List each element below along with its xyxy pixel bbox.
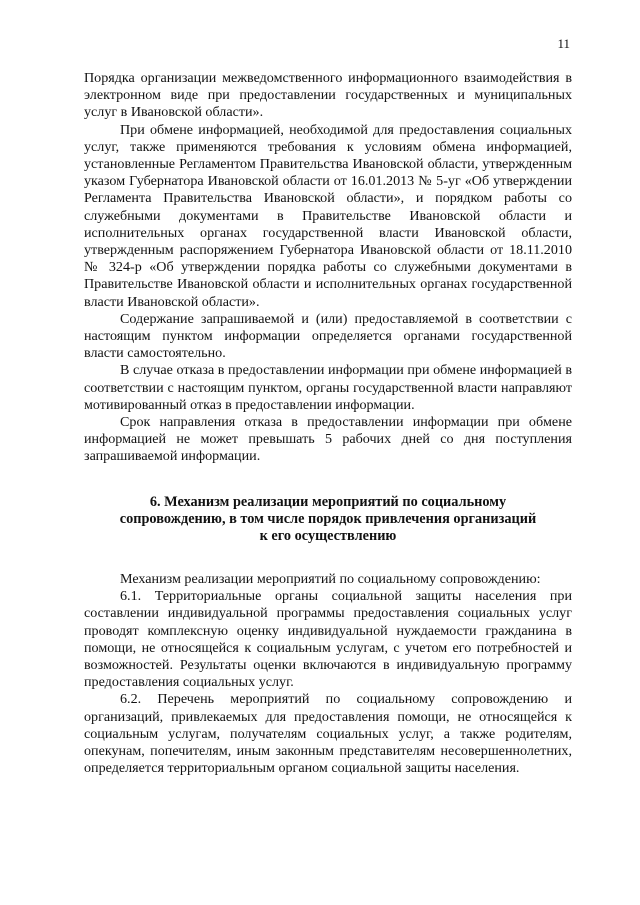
paragraph-information-exchange: При обмене информацией, необходимой для предоставления социальных услуг, также применяются требования к условиям обмена информацией, установленные Регламентом Правительства Ивановской области, утвержденным указом Губернатора Ивановской области от 16.01.2013 № 5-уг «Об утверждении Регламента Правительства Ивановской области», и порядком работы со служебными документами в Правительстве Ивановской области и исполнительных органах государственной власти Ивановской области, утвержденным распоряжением Губернатора Ивановской области от 18.11.2010 № 324-р «Об утверждении порядка работы со служебными документами в Правительстве Ивановской области и исполнительных органах государственной власти Ивановской области».	[84, 121, 572, 310]
paragraph-refusal-deadline: Срок направления отказа в предоставлении информации при обмене информацией не может превышать 5 рабочих дней со дня поступления запрашиваемой информации.	[84, 414, 572, 465]
paragraph-mechanism-intro: Механизм реализации мероприятий по социальному сопровождению:	[120, 570, 541, 587]
section-heading-line: сопровождению, в том числе порядок привлечения организаций	[119, 511, 537, 528]
section-heading-line: к его осуществлению	[259, 528, 397, 545]
paragraph-information-content: Содержание запрашиваемой и (или) предоставляемой в соответствии с настоящим пунктом информации определяется органами государственной власти самостоятельно.	[84, 310, 572, 362]
paragraph-refusal: В случае отказа в предоставлении информации при обмене информацией в соответствии с настоящим пунктом, органы государственной власти направляют мотивированный отказ в предоставлении информации.	[84, 362, 572, 413]
paragraph-continuation: Порядка организации межведомственного информационного взаимодействия в электронном виде при предоставлении государственных и муниципальных услуг в Ивановской области».	[84, 70, 572, 121]
paragraph-item-6-1: 6.1. Территориальные органы социальной защиты населения при составлении индивидуальной программы предоставления социальных услуг проводят комплексную оценку индивидуальной нуждаемости гражданина в помощи, не относящейся к социальным услугам, с учетом его потребностей и возможностей. Результаты оценки включаются в индивидуальную программу предоставления социальных услуг.	[84, 588, 572, 691]
page-number: 11	[557, 36, 570, 51]
document-body	[84, 70, 572, 777]
section-heading-line: 6. Механизм реализации мероприятий по социальному	[149, 493, 507, 510]
paragraph-item-6-2: 6.2. Перечень мероприятий по социальному сопровождению и организаций, привлекаемых для предоставления помощи, не относящейся к социальным услугам, получателям социальных услуг, а также родителям, опекунам, попечителям, иным законным представителям несовершеннолетних, определяется территориальным органом социальной защиты населения.	[84, 691, 572, 777]
section-heading	[84, 494, 572, 546]
